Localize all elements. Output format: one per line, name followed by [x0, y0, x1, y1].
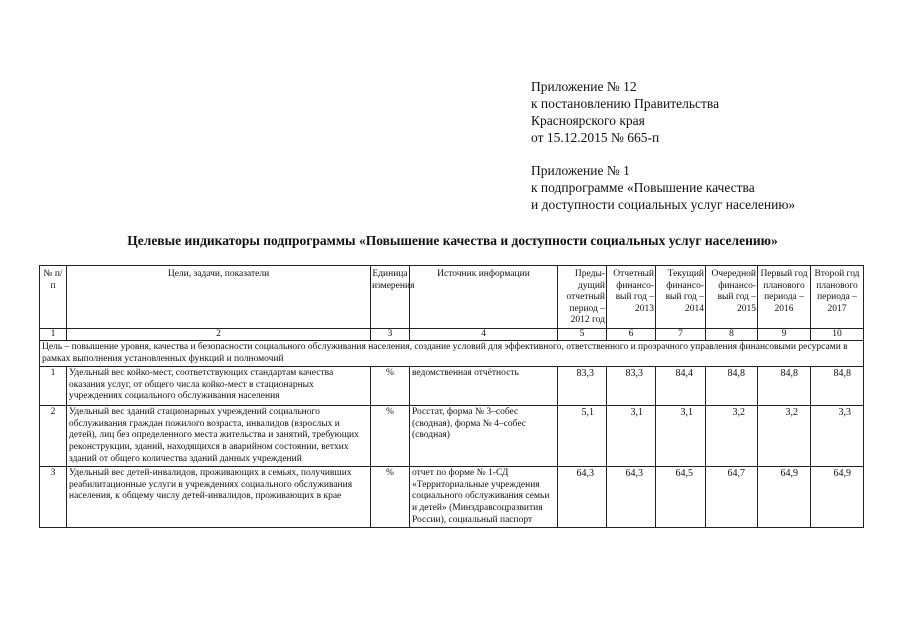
appendix-line: и доступности социальных услуг населению» — [531, 197, 796, 212]
value-cell: 5,1 — [558, 406, 607, 467]
value-cell: 64,9 — [811, 467, 864, 528]
value-cell: 83,3 — [607, 367, 656, 406]
header-cell: Первый год планового периода – 2016 — [758, 266, 811, 329]
appendix-line: от 15.12.2015 № 665-п — [531, 130, 660, 145]
column-number: 7 — [656, 328, 706, 340]
source-cell: Росстат, форма № 3–собес (сводная), форма № 4–собес (сводная) — [410, 406, 558, 467]
table-row — [40, 467, 864, 528]
value-cell: 84,8 — [811, 367, 864, 406]
indicator-cell: Удельный вес койко-мест, соответствующих стандартам качества оказания услуг, от общего числа койко-мест в стационарных учреждениях социального обслуживания населения — [67, 367, 371, 406]
column-number-row — [40, 328, 864, 340]
indicator-cell: Удельный вес зданий стационарных учреждений социального обслуживания граждан пожилого возраста, инвалидов (взрослых и детей), лиц без определенного места жительства и занятий, требующих реконструкции, зданий, находящихся в аварийном состоянии, ветхих зданий от общего количества зданий данных учреждений — [67, 406, 371, 467]
column-number: 9 — [758, 328, 811, 340]
header-row — [40, 266, 864, 329]
header-cell: Текущий финансо-вый год – 2014 — [656, 266, 706, 329]
table-row — [40, 406, 864, 467]
header-cell: Цели, задачи, показатели — [67, 266, 371, 329]
column-number: 4 — [410, 328, 558, 340]
unit-cell: % — [371, 406, 410, 467]
appendix-block — [531, 78, 871, 213]
header-cell: Второй год планового периода – 2017 — [811, 266, 864, 329]
row-number: 2 — [40, 406, 67, 467]
value-cell: 3,1 — [607, 406, 656, 467]
header-cell: Очередной финансо-вый год – 2015 — [706, 266, 758, 329]
goal-text: Цель – повышение уровня, качества и безопасности социального обслуживания населения, создание условий для эффективного, ответственного и прозрачного управления финансовыми ресурсами в рамках выполнения установленных функций и полномочий — [40, 340, 864, 366]
appendix-line: Приложение № 1 — [531, 163, 630, 178]
value-cell: 64,5 — [656, 467, 706, 528]
column-number: 5 — [558, 328, 607, 340]
column-number: 3 — [371, 328, 410, 340]
value-cell: 3,1 — [656, 406, 706, 467]
unit-cell: % — [371, 467, 410, 528]
header-cell: Преды-дущий отчетный период – 2012 год — [558, 266, 607, 329]
header-cell: № п/п — [40, 266, 67, 329]
column-number: 10 — [811, 328, 864, 340]
column-number: 8 — [706, 328, 758, 340]
appendix-line: к подпрограмме «Повышение качества — [531, 180, 755, 195]
value-cell: 3,2 — [758, 406, 811, 467]
column-number: 6 — [607, 328, 656, 340]
value-cell: 83,3 — [558, 367, 607, 406]
appendix-line: Красноярского края — [531, 113, 645, 128]
document-title: Целевые индикаторы подпрограммы «Повышение качества и доступности социальных услуг населению» — [127, 233, 778, 248]
value-cell: 84,4 — [656, 367, 706, 406]
goal-row — [40, 340, 864, 366]
header-cell: Отчетный финансо-вый год – 2013 — [607, 266, 656, 329]
value-cell: 3,2 — [706, 406, 758, 467]
indicators-table — [39, 265, 864, 528]
appendix-line: Приложение № 12 — [531, 79, 637, 94]
appendix-line: к постановлению Правительства — [531, 96, 720, 111]
source-cell: отчет по форме № 1-СД «Территориальные учреждения социального обслуживания семьи и детей» (Минздравсоцразвития России), социальный паспорт — [410, 467, 558, 528]
column-number: 2 — [67, 328, 371, 340]
value-cell: 64,9 — [758, 467, 811, 528]
row-number: 1 — [40, 367, 67, 406]
source-cell: ведомственная отчётность — [410, 367, 558, 406]
value-cell: 84,8 — [706, 367, 758, 406]
row-number: 3 — [40, 467, 67, 528]
value-cell: 84,8 — [758, 367, 811, 406]
unit-cell: % — [371, 367, 410, 406]
value-cell: 3,3 — [811, 406, 864, 467]
value-cell: 64,3 — [607, 467, 656, 528]
header-cell: Источник информации — [410, 266, 558, 329]
column-number: 1 — [40, 328, 67, 340]
header-cell: Единица измерения — [371, 266, 410, 329]
value-cell: 64,3 — [558, 467, 607, 528]
table-row — [40, 367, 864, 406]
indicator-cell: Удельный вес детей-инвалидов, проживающих в семьях, получивших реабилитационные услуги в учреждениях социального обслуживания населения, к общему числу детей-инвалидов, проживающих в крае — [67, 467, 371, 528]
value-cell: 64,7 — [706, 467, 758, 528]
